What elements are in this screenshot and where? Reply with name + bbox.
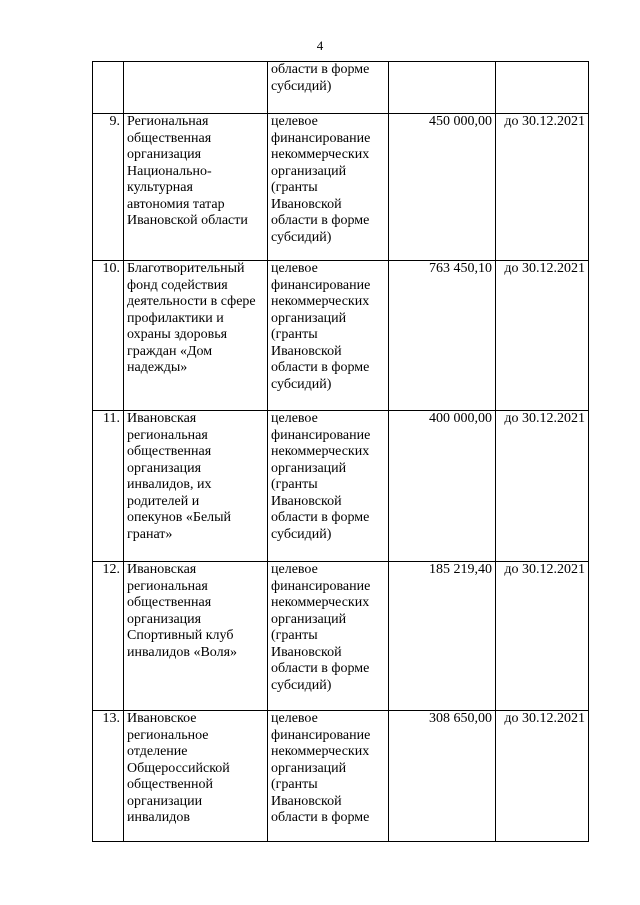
purpose-line: целевое — [271, 261, 318, 276]
organization-name-line: гранат» — [127, 526, 173, 542]
purpose-line: Ивановской — [271, 343, 342, 359]
purpose-line: субсидий) — [271, 376, 332, 392]
organization-name-line: организация — [127, 460, 202, 476]
organization-name-line: региональная — [127, 578, 208, 594]
row-number-cell: 10. — [93, 261, 124, 411]
organization-name-line: региональное — [127, 727, 209, 743]
organization-name-line: общественная — [127, 444, 212, 459]
table-row — [93, 562, 589, 711]
purpose-cell — [268, 62, 389, 114]
purpose-line: области в форме — [271, 62, 370, 77]
deadline-cell: до 30.12.2021 — [496, 411, 589, 562]
purpose-line: некоммерческих — [271, 147, 370, 162]
purpose-line: (гранты — [271, 180, 318, 195]
organization-name-line: инвалидов «Воля» — [127, 644, 238, 660]
purpose-line: области в форме — [271, 510, 370, 525]
grants-table-body — [93, 62, 589, 842]
organization-name-line: охраны здоровья — [127, 327, 228, 342]
purpose-line: организаций — [271, 460, 347, 476]
purpose-line: целевое — [271, 411, 318, 426]
organization-name-line: Ивановская — [127, 411, 197, 426]
grants-table — [92, 61, 589, 842]
deadline-cell: до 30.12.2021 — [496, 114, 589, 261]
organization-name-line: культурная — [127, 180, 193, 195]
page-number: 4 — [316, 38, 324, 53]
organization-name-line: инвалидов, их — [127, 477, 212, 492]
organization-name-cell — [124, 711, 268, 842]
purpose-line: целевое — [271, 711, 318, 726]
organization-name-line: отделение — [127, 744, 188, 759]
row-number-cell — [93, 62, 124, 114]
organization-name-line: автономия татар — [127, 196, 225, 212]
organization-name-line: граждан «Дом — [127, 343, 213, 359]
purpose-line: финансирование — [271, 277, 371, 293]
organization-name-line: Спортивный клуб — [127, 628, 234, 643]
purpose-line: субсидий) — [271, 78, 332, 94]
row-number-cell: 11. — [93, 411, 124, 562]
purpose-line: некоммерческих — [271, 595, 370, 610]
purpose-line: Ивановской — [271, 493, 342, 509]
purpose-line: организаций — [271, 163, 347, 179]
purpose-line: финансирование — [271, 727, 371, 743]
deadline-cell: до 30.12.2021 — [496, 261, 589, 411]
organization-name-line: общественная — [127, 130, 212, 146]
organization-name-line: Ивановская — [127, 562, 197, 577]
organization-name-cell — [124, 114, 268, 261]
purpose-line: (гранты — [271, 327, 318, 342]
purpose-line: финансирование — [271, 130, 371, 146]
purpose-line: субсидий) — [271, 229, 332, 245]
row-number-cell: 13. — [93, 711, 124, 842]
amount-cell: 763 450,10 — [389, 261, 496, 411]
purpose-line: субсидий) — [271, 526, 332, 542]
purpose-line: субсидий) — [271, 677, 332, 693]
purpose-line: области в форме — [271, 661, 370, 676]
purpose-line: целевое — [271, 562, 318, 577]
organization-name-line: инвалидов — [127, 810, 190, 825]
purpose-cell — [268, 711, 389, 842]
organization-name-line: родителей и — [127, 493, 200, 509]
purpose-line: некоммерческих — [271, 444, 370, 459]
organization-name-line: опекунов «Белый — [127, 510, 232, 525]
purpose-cell — [268, 114, 389, 261]
table-row — [93, 62, 589, 114]
amount-cell — [389, 62, 496, 114]
organization-name-line: Общероссийской — [127, 760, 230, 776]
deadline-cell: до 30.12.2021 — [496, 562, 589, 711]
organization-name-line: организации — [127, 793, 203, 809]
deadline-cell — [496, 62, 589, 114]
organization-name-cell — [124, 562, 268, 711]
amount-cell: 308 650,00 — [389, 711, 496, 842]
purpose-line: организаций — [271, 310, 347, 326]
deadline-cell: до 30.12.2021 — [496, 711, 589, 842]
amount-cell: 450 000,00 — [389, 114, 496, 261]
organization-name-line: Ивановской области — [127, 213, 248, 228]
purpose-line: организаций — [271, 760, 347, 776]
table-row — [93, 411, 589, 562]
organization-name-cell — [124, 62, 268, 114]
amount-cell: 185 219,40 — [389, 562, 496, 711]
organization-name-line: Благотворительный — [127, 261, 245, 276]
amount-cell: 400 000,00 — [389, 411, 496, 562]
table-row — [93, 711, 589, 842]
row-number-cell: 9. — [93, 114, 124, 261]
purpose-line: (гранты — [271, 777, 318, 792]
organization-name-line: деятельности в сфере — [127, 294, 256, 309]
organization-name-line: Ивановское — [127, 711, 197, 726]
organization-name-cell — [124, 261, 268, 411]
purpose-line: некоммерческих — [271, 744, 370, 759]
organization-name-line: организация — [127, 147, 202, 162]
purpose-line: финансирование — [271, 427, 371, 443]
purpose-cell — [268, 261, 389, 411]
purpose-line: Ивановской — [271, 793, 342, 809]
row-number-cell: 12. — [93, 562, 124, 711]
organization-name-line: Региональная — [127, 114, 209, 129]
purpose-line: некоммерческих — [271, 294, 370, 309]
organization-name-line: надежды» — [127, 360, 188, 375]
organization-name-line: фонд содействия — [127, 277, 228, 293]
purpose-line: области в форме — [271, 810, 370, 825]
purpose-cell — [268, 562, 389, 711]
purpose-line: финансирование — [271, 578, 371, 594]
purpose-line: Ивановской — [271, 196, 342, 212]
organization-name-line: общественной — [127, 777, 214, 792]
organization-name-cell — [124, 411, 268, 562]
purpose-line: (гранты — [271, 628, 318, 643]
table-row — [93, 114, 589, 261]
purpose-cell — [268, 411, 389, 562]
organization-name-line: организация — [127, 611, 202, 627]
purpose-line: (гранты — [271, 477, 318, 492]
purpose-line: области в форме — [271, 213, 370, 228]
organization-name-line: Национально- — [127, 163, 212, 179]
purpose-line: целевое — [271, 114, 318, 129]
table-row — [93, 261, 589, 411]
purpose-line: области в форме — [271, 360, 370, 375]
organization-name-line: региональная — [127, 427, 208, 443]
organization-name-line: профилактики и — [127, 310, 224, 326]
purpose-line: Ивановской — [271, 644, 342, 660]
organization-name-line: общественная — [127, 595, 212, 610]
purpose-line: организаций — [271, 611, 347, 627]
